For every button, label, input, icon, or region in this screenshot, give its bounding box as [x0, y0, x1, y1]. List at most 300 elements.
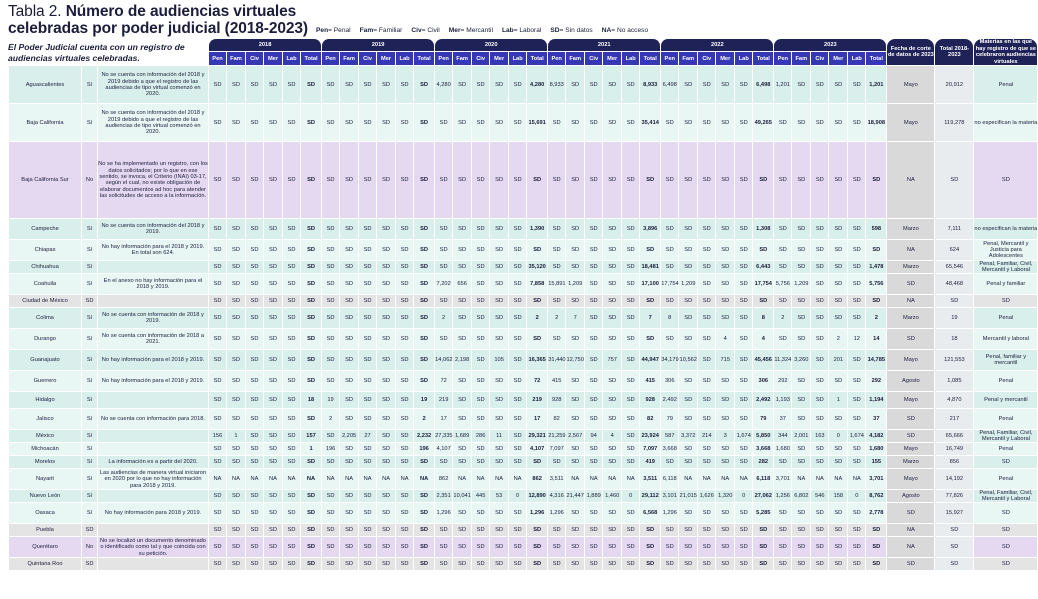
data-cell: SD — [490, 443, 508, 455]
year-total-cell: 1,390 — [527, 219, 547, 239]
subcol-header: Pen — [661, 52, 678, 65]
data-cell: SD — [322, 308, 339, 328]
subcol-header: Total — [640, 52, 660, 65]
data-cell: SD — [792, 219, 810, 239]
data-cell: SD — [359, 503, 376, 523]
data-cell: 306 — [661, 371, 678, 391]
fecha-corte-cell: SD — [887, 503, 934, 523]
data-cell: SD — [698, 371, 715, 391]
data-cell: SD — [848, 371, 865, 391]
year-total-cell: 2,492 — [753, 392, 773, 408]
data-cell: SD — [490, 66, 508, 103]
data-cell: NA — [340, 469, 358, 489]
table-row — [9, 524, 1037, 536]
year-header: 2019 — [322, 39, 434, 51]
data-cell: SD — [490, 371, 508, 391]
data-cell: SD — [435, 537, 452, 557]
table-row — [9, 392, 1037, 408]
data-cell: SD — [509, 274, 526, 294]
state-name: Coahuila — [9, 274, 81, 294]
data-cell: SD — [359, 537, 376, 557]
fecha-corte-cell: SD — [887, 274, 934, 294]
availability: Sí — [82, 456, 97, 468]
table-title — [8, 3, 318, 37]
data-cell: NA — [792, 469, 810, 489]
data-cell: SD — [698, 443, 715, 455]
data-cell: SD — [264, 66, 282, 103]
data-cell: SD — [209, 261, 226, 273]
availability: Sí — [82, 469, 97, 489]
data-cell: SD — [246, 524, 263, 536]
data-cell: SD — [829, 219, 847, 239]
data-cell: SD — [848, 524, 865, 536]
data-cell: SD — [283, 503, 300, 523]
data-cell: SD — [509, 240, 526, 260]
data-cell: SD — [453, 371, 471, 391]
year-total-cell: 15,691 — [527, 104, 547, 141]
year-total-cell: SD — [640, 329, 660, 349]
data-cell: SD — [396, 537, 413, 557]
materias-cell: Penal — [974, 308, 1037, 328]
data-cell: SD — [264, 371, 282, 391]
data-cell: SD — [679, 392, 697, 408]
data-cell: 7 — [566, 308, 584, 328]
data-cell: SD — [472, 350, 489, 370]
data-cell: SD — [264, 261, 282, 273]
data-cell: SD — [340, 142, 358, 218]
data-cell: SD — [322, 524, 339, 536]
data-cell: SD — [396, 295, 413, 307]
data-cell: SD — [490, 104, 508, 141]
subcol-header: Fam — [792, 52, 810, 65]
year-total-cell: SD — [301, 456, 321, 468]
subcol-header: Total — [527, 52, 547, 65]
data-cell: 156 — [209, 430, 226, 442]
data-cell: SD — [698, 142, 715, 218]
data-cell: SD — [453, 261, 471, 273]
data-cell: SD — [359, 274, 376, 294]
data-cell: SD — [829, 503, 847, 523]
data-cell: 27 — [359, 430, 376, 442]
data-cell: SD — [716, 66, 734, 103]
data-cell: SD — [209, 371, 226, 391]
data-cell: SD — [396, 104, 413, 141]
materias-cell: no especifican la materia — [974, 219, 1037, 239]
legend-key: Mer — [448, 27, 461, 34]
data-cell: SD — [322, 142, 339, 218]
data-cell: SD — [622, 443, 639, 455]
data-cell: SD — [716, 104, 734, 141]
table-row — [9, 443, 1037, 455]
fecha-corte-cell: NA — [887, 142, 934, 218]
total-cell: SD — [935, 142, 973, 218]
data-cell: SD — [716, 371, 734, 391]
year-total-cell: SD — [527, 524, 547, 536]
data-cell: SD — [340, 456, 358, 468]
data-cell: SD — [246, 537, 263, 557]
data-cell: 1,689 — [453, 430, 471, 442]
subcol-header: Civ — [246, 52, 263, 65]
year-total-cell: 1 — [301, 443, 321, 455]
year-total-cell: SD — [866, 240, 886, 260]
subcol-header: Pen — [322, 52, 339, 65]
year-total-cell: SD — [414, 66, 434, 103]
data-cell: SD — [283, 274, 300, 294]
data-cell: SD — [209, 66, 226, 103]
data-cell: SD — [679, 261, 697, 273]
data-cell: SD — [792, 537, 810, 557]
data-cell: SD — [227, 371, 245, 391]
data-cell: 1,674 — [848, 430, 865, 442]
data-cell: SD — [585, 524, 602, 536]
data-cell: NA — [811, 469, 828, 489]
data-cell: SD — [283, 295, 300, 307]
materias-cell: Penal — [974, 66, 1037, 103]
year-total-cell: 17,754 — [753, 274, 773, 294]
data-cell: SD — [829, 261, 847, 273]
materias-cell: SD — [974, 142, 1037, 218]
year-total-cell: SD — [414, 142, 434, 218]
note: No se cuenta con información del 2018 y 2019 debido a que el registro de las audiencias de tipo virtual comenzó en 2020. — [98, 66, 208, 103]
state-name: Nayarit — [9, 469, 81, 489]
data-cell: SD — [227, 295, 245, 307]
data-cell: SD — [246, 409, 263, 429]
subcol-header: Fam — [453, 52, 471, 65]
data-cell: 196 — [322, 443, 339, 455]
fecha-corte-cell: Mayo — [887, 66, 934, 103]
state-name: México — [9, 430, 81, 442]
data-cell: SD — [377, 329, 395, 349]
legend-value: Sin datos — [565, 27, 593, 34]
year-total-cell: 862 — [527, 469, 547, 489]
data-cell: SD — [622, 104, 639, 141]
data-cell: SD — [735, 219, 752, 239]
header-total: Total 2018-2023 — [935, 39, 973, 65]
year-total-cell: 6,118 — [753, 469, 773, 489]
data-cell: SD — [774, 142, 791, 218]
data-cell: SD — [322, 456, 339, 468]
year-total-cell: SD — [414, 350, 434, 370]
data-cell: SD — [340, 503, 358, 523]
data-cell: SD — [622, 503, 639, 523]
availability: Sí — [82, 503, 97, 523]
subcol-header: Lab — [283, 52, 300, 65]
note: No hay información para el 2018 y 2019. En total son 624. — [98, 240, 208, 260]
data-cell: SD — [227, 392, 245, 408]
data-cell: SD — [453, 142, 471, 218]
data-cell: SD — [509, 142, 526, 218]
data-cell: SD — [622, 558, 639, 570]
fecha-corte-cell: Agosto — [887, 490, 934, 502]
data-cell: SD — [322, 219, 339, 239]
data-cell: SD — [472, 537, 489, 557]
data-cell: SD — [622, 524, 639, 536]
data-cell: SD — [603, 219, 621, 239]
data-cell: SD — [679, 240, 697, 260]
data-cell: SD — [453, 409, 471, 429]
data-cell: SD — [716, 261, 734, 273]
data-cell: SD — [774, 104, 791, 141]
data-cell: SD — [622, 409, 639, 429]
data-cell: SD — [377, 274, 395, 294]
data-cell: SD — [679, 371, 697, 391]
data-cell: 6,118 — [661, 469, 678, 489]
data-cell: NA — [735, 469, 752, 489]
note — [98, 295, 208, 307]
data-cell: SD — [622, 240, 639, 260]
year-total-cell: SD — [301, 308, 321, 328]
data-cell: SD — [679, 537, 697, 557]
year-total-cell: SD — [527, 329, 547, 349]
data-cell: SD — [209, 443, 226, 455]
data-cell: SD — [283, 456, 300, 468]
year-total-cell: SD — [414, 261, 434, 273]
data-cell: SD — [548, 142, 565, 218]
data-cell: SD — [472, 66, 489, 103]
data-cell: SD — [246, 308, 263, 328]
legend — [316, 27, 657, 34]
data-cell: 2 — [435, 308, 452, 328]
state-name: Durango — [9, 329, 81, 349]
note — [98, 392, 208, 408]
total-cell: 624 — [935, 240, 973, 260]
data-cell: SD — [472, 295, 489, 307]
data-cell: SD — [264, 537, 282, 557]
data-cell: SD — [679, 558, 697, 570]
data-cell: SD — [227, 104, 245, 141]
data-cell: SD — [359, 295, 376, 307]
data-cell: SD — [622, 308, 639, 328]
title-prefix: Tabla 2. — [8, 3, 66, 20]
data-cell: SD — [509, 537, 526, 557]
year-total-cell: SD — [414, 295, 434, 307]
data-cell: SD — [359, 350, 376, 370]
data-cell: SD — [453, 443, 471, 455]
data-cell: SD — [435, 558, 452, 570]
data-cell: 94 — [585, 430, 602, 442]
data-cell: SD — [283, 329, 300, 349]
year-total-cell: SD — [301, 558, 321, 570]
data-cell: SD — [435, 295, 452, 307]
legend-value: Laboral — [519, 27, 542, 34]
data-cell: SD — [679, 66, 697, 103]
data-cell: SD — [716, 240, 734, 260]
data-cell: SD — [774, 295, 791, 307]
data-cell: SD — [340, 261, 358, 273]
data-cell: 6,802 — [792, 490, 810, 502]
data-cell: SD — [227, 456, 245, 468]
data-cell: SD — [227, 537, 245, 557]
data-cell: SD — [811, 261, 828, 273]
year-total-cell: SD — [414, 274, 434, 294]
data-cell: SD — [246, 430, 263, 442]
data-cell: SD — [792, 392, 810, 408]
year-total-cell: 1,296 — [527, 503, 547, 523]
data-cell: SD — [792, 443, 810, 455]
data-cell: SD — [811, 443, 828, 455]
data-cell: SD — [735, 350, 752, 370]
data-cell: SD — [377, 308, 395, 328]
table-row — [9, 469, 1037, 489]
data-cell: SD — [264, 456, 282, 468]
year-total-cell: SD — [753, 537, 773, 557]
data-cell: SD — [848, 443, 865, 455]
year-total-cell: 16,365 — [527, 350, 547, 370]
data-cell: 3,701 — [774, 469, 791, 489]
data-cell: SD — [340, 295, 358, 307]
data-cell: SD — [359, 308, 376, 328]
data-cell: SD — [848, 240, 865, 260]
data-cell: SD — [622, 430, 639, 442]
data-cell: 2 — [774, 308, 791, 328]
data-cell: SD — [848, 503, 865, 523]
year-total-cell: 419 — [640, 456, 660, 468]
data-cell: SD — [396, 274, 413, 294]
fecha-corte-cell: Mayo — [887, 443, 934, 455]
data-cell: SD — [716, 456, 734, 468]
state-name: Guerrero — [9, 371, 81, 391]
data-cell: 82 — [548, 409, 565, 429]
data-cell: SD — [566, 104, 584, 141]
year-total-cell: 6,498 — [753, 66, 773, 103]
data-cell: SD — [322, 329, 339, 349]
data-cell: NA — [453, 469, 471, 489]
data-cell: SD — [792, 409, 810, 429]
data-cell: SD — [509, 524, 526, 536]
year-total-cell: SD — [414, 456, 434, 468]
year-total-cell: SD — [301, 66, 321, 103]
total-cell: 16,749 — [935, 443, 973, 455]
fecha-corte-cell: Mayo — [887, 392, 934, 408]
table-row — [9, 537, 1037, 557]
data-cell: SD — [566, 537, 584, 557]
data-cell: 53 — [490, 490, 508, 502]
year-header: 2018 — [209, 39, 321, 51]
data-cell: SD — [209, 142, 226, 218]
table-row — [9, 274, 1037, 294]
table-row — [9, 104, 1037, 141]
data-cell: SD — [811, 66, 828, 103]
data-cell: SD — [774, 524, 791, 536]
data-cell: SD — [603, 371, 621, 391]
data-cell: NA — [509, 469, 526, 489]
data-cell: SD — [716, 524, 734, 536]
data-cell: SD — [227, 219, 245, 239]
data-cell: 12 — [848, 329, 865, 349]
data-cell: 1,209 — [566, 274, 584, 294]
data-cell: SD — [509, 350, 526, 370]
year-total-cell: SD — [753, 142, 773, 218]
data-cell: SD — [435, 142, 452, 218]
data-cell: SD — [490, 308, 508, 328]
fecha-corte-cell: SD — [887, 409, 934, 429]
data-cell: 1 — [829, 392, 847, 408]
data-cell: SD — [585, 274, 602, 294]
availability: Sí — [82, 329, 97, 349]
data-cell: 2,492 — [661, 392, 678, 408]
data-cell: SD — [848, 456, 865, 468]
data-cell: SD — [396, 66, 413, 103]
data-cell: SD — [246, 142, 263, 218]
data-cell: 2,351 — [435, 490, 452, 502]
data-cell: SD — [377, 261, 395, 273]
data-cell: SD — [264, 240, 282, 260]
data-cell: 1,674 — [735, 430, 752, 442]
year-total-cell: SD — [301, 350, 321, 370]
year-total-cell: 14 — [866, 329, 886, 349]
data-cell: NA — [209, 469, 226, 489]
availability: Sí — [82, 350, 97, 370]
data-cell: NA — [716, 469, 734, 489]
data-cell: SD — [264, 443, 282, 455]
subcol-header: Fam — [340, 52, 358, 65]
materias-cell: Mercantil y laboral — [974, 329, 1037, 349]
audiencias-table — [8, 38, 1038, 571]
subcol-header: Civ — [359, 52, 376, 65]
year-total-cell: 6,568 — [640, 503, 660, 523]
data-cell: SD — [548, 104, 565, 141]
year-total-cell: SD — [640, 142, 660, 218]
data-cell: SD — [548, 537, 565, 557]
legend-item: Civ= Civil — [411, 27, 440, 34]
data-cell: 0 — [509, 490, 526, 502]
data-cell: SD — [264, 308, 282, 328]
data-cell: SD — [209, 295, 226, 307]
data-cell: SD — [829, 558, 847, 570]
data-cell: 158 — [829, 490, 847, 502]
data-cell: NA — [246, 469, 263, 489]
data-cell: SD — [359, 443, 376, 455]
data-cell: SD — [396, 430, 413, 442]
data-cell: SD — [548, 295, 565, 307]
data-cell: SD — [716, 503, 734, 523]
data-cell: SD — [848, 308, 865, 328]
year-total-cell: SD — [414, 240, 434, 260]
data-cell: SD — [396, 329, 413, 349]
year-total-cell: 18,908 — [866, 104, 886, 141]
data-cell: SD — [283, 261, 300, 273]
data-cell: SD — [322, 104, 339, 141]
data-cell: SD — [679, 295, 697, 307]
total-cell: SD — [935, 524, 973, 536]
data-cell: SD — [377, 524, 395, 536]
year-total-cell: 8 — [753, 308, 773, 328]
data-cell: 2,198 — [453, 350, 471, 370]
data-cell: SD — [359, 142, 376, 218]
year-total-cell: 7 — [640, 308, 660, 328]
data-cell: 2 — [548, 308, 565, 328]
data-cell: SD — [716, 142, 734, 218]
data-cell: SD — [848, 558, 865, 570]
year-total-cell: 1,201 — [866, 66, 886, 103]
data-cell: SD — [792, 558, 810, 570]
subcol-header: Mer — [829, 52, 847, 65]
year-total-cell: 5,756 — [866, 274, 886, 294]
data-cell: 1,460 — [603, 490, 621, 502]
year-total-cell: SD — [527, 240, 547, 260]
note: No hay información para el 2018 y 2019. — [98, 350, 208, 370]
legend-value: No acceso — [616, 27, 649, 34]
data-cell: SD — [566, 409, 584, 429]
data-cell: SD — [509, 392, 526, 408]
data-cell: SD — [283, 409, 300, 429]
total-cell: 65,546 — [935, 261, 973, 273]
data-cell: SD — [548, 329, 565, 349]
data-cell: SD — [209, 524, 226, 536]
data-cell: SD — [246, 219, 263, 239]
note: No se cuenta con información de 2018 y 2019. — [98, 308, 208, 328]
data-cell: SD — [472, 142, 489, 218]
